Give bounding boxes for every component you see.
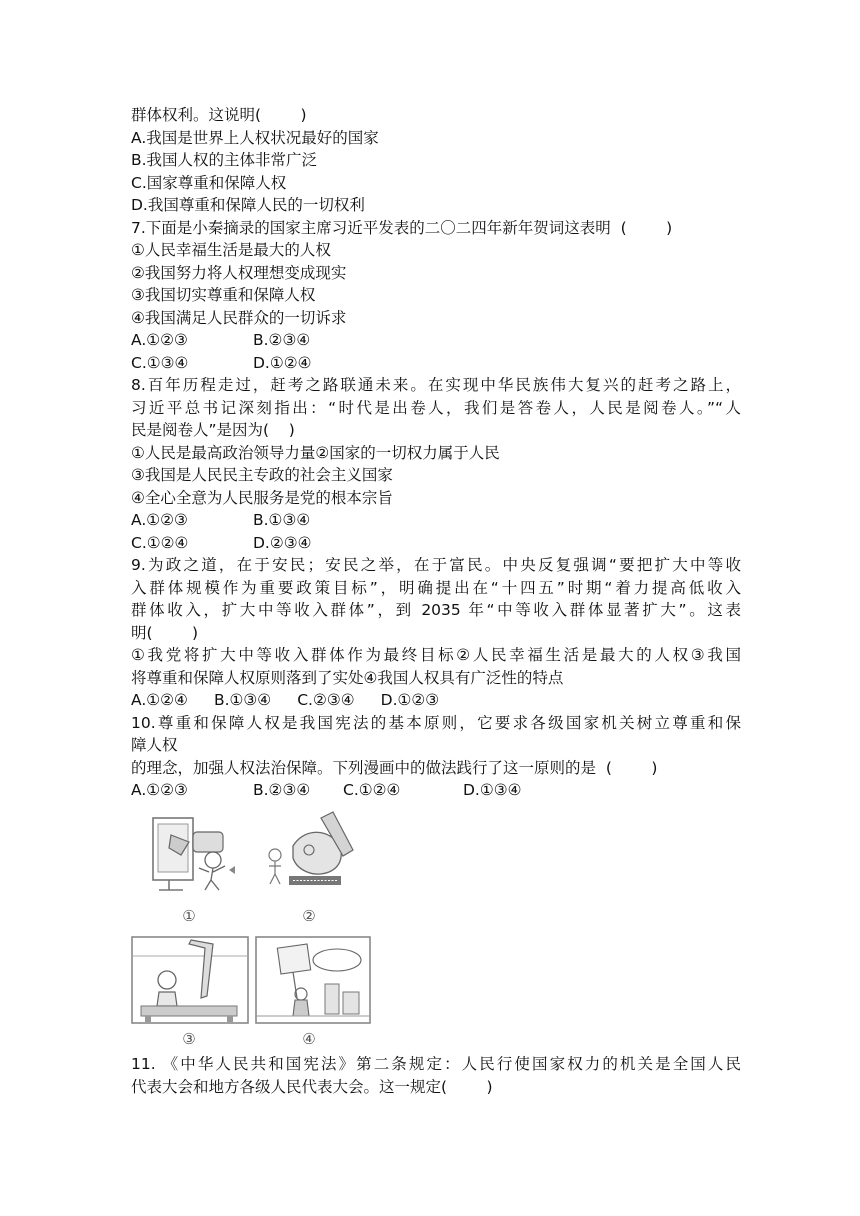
comics-area (131, 810, 391, 1050)
q7-item-2: ②我国努力将人权理想变成现实 (131, 263, 347, 282)
q9-stem-line-1: 9.为政之道，在于安民；安民之举，在于富民。中央反复强调“要把扩大中等收 (131, 556, 741, 574)
q8-option-c: C.①②④ (131, 533, 189, 552)
q10-option-a: A.①②③ (131, 781, 188, 799)
q11-stem-line-2: 代表大会和地方各级人民代表大会。这一规定( ) (131, 1077, 493, 1096)
q9-option-c: C.②③④ (297, 691, 355, 709)
comic-label-4: ④ (302, 1030, 316, 1048)
questions-block (131, 104, 741, 802)
q8-option-d: D.②③④ (253, 533, 312, 552)
q7-option-d: D.①②④ (253, 353, 312, 372)
comic-4-illustration (255, 936, 371, 1024)
q10-stem-line-1: 10.尊重和保障人权是我国宪法的基本原则，它要求各级国家机关树立尊重和保 (131, 713, 741, 732)
q9-option-b: B.①③④ (213, 691, 272, 709)
q10-options-row (131, 779, 741, 802)
comic-3-illustration (131, 936, 249, 1024)
q11-block (131, 1053, 741, 1098)
q7-options-row-2 (131, 352, 741, 375)
q6-option-a: A.我国是世界上人权状况最好的国家 (131, 128, 379, 147)
q7-item-3: ③我国切实尊重和保障人权 (131, 286, 316, 304)
comic-2-illustration (263, 810, 368, 895)
q8-stem-line-2: 习近平总书记深刻指出：“时代是出卷人，我们是答卷人，人民是阅卷人。”“人 (131, 398, 741, 417)
q8-item-line-3: ④全心全意为人民服务是党的根本宗旨 (131, 488, 393, 507)
comic-label-1: ① (182, 907, 196, 925)
q9-stem-line-4: 明( ) (131, 623, 199, 642)
q7-option-a: A.①②③ (131, 331, 188, 349)
q7-options-row-1 (131, 329, 741, 352)
q7-item-1: ①人民幸福生活是最大的人权 (131, 241, 331, 259)
q10-option-d: D.①③④ (463, 781, 522, 799)
comic-label-2: ② (302, 907, 316, 925)
q9-item-line-2: 将尊重和保障人权原则落到了实处④我国人权具有广泛性的特点 (131, 668, 564, 687)
q6-tail: 群体权利。这说明( ) (131, 106, 307, 124)
q8-options-row-2 (131, 532, 741, 555)
q7-stem: 7.下面是小秦摘录的国家主席习近平发表的二〇二四年新年贺词这表明 ( ) (131, 218, 673, 237)
q9-options-row (131, 689, 741, 712)
q10-option-b: B.②③④ (253, 781, 311, 799)
q9-stem-line-2: 入群体规模作为重要政策目标”，明确提出在“十四五”时期“着力提高低收入 (131, 578, 741, 597)
q6-option-c: C.国家尊重和保障人权 (131, 173, 287, 192)
comic-label-3: ③ (182, 1030, 196, 1048)
q6-option-d: D.我国尊重和保障人民的一切权利 (131, 196, 365, 214)
q9-stem-line-3: 群体收入，扩大中等收入群体”，到 2035 年“中等收入群体显著扩大”。这表 (131, 601, 741, 619)
q10-option-c: C.①②④ (343, 781, 401, 799)
q9-option-a: A.①②④ (131, 691, 188, 709)
q8-item-line-1: ①人民是最高政治领导力量②国家的一切权力属于人民 (131, 443, 500, 462)
q10-stem-line-2: 障人权 (131, 736, 178, 754)
q7-item-4: ④我国满足人民群众的一切诉求 (131, 308, 347, 327)
q8-options-row-1 (131, 509, 741, 532)
q7-option-b: B.②③④ (253, 331, 311, 349)
q8-stem-line-3: 民是阅卷人”是因为( ) (131, 421, 295, 439)
q8-stem-line-1: 8.百年历程走过，赶考之路联通未来。在实现中华民族伟大复兴的赶考之路上， (131, 376, 741, 394)
q10-stem-line-3: 的理念，加强人权法治保障。下列漫画中的做法践行了这一原则的是 ( ) (131, 758, 658, 777)
q8-option-a: A.①②③ (131, 511, 188, 529)
q6-option-b: B.我国人权的主体非常广泛 (131, 151, 318, 169)
q7-option-c: C.①③④ (131, 353, 189, 372)
comic-1-illustration (151, 810, 256, 895)
q8-item-line-2: ③我国是人民民主专政的社会主义国家 (131, 466, 393, 484)
q9-item-line-1: ①我党将扩大中等收入群体作为最终目标②人民幸福生活是最大的人权③我国 (131, 646, 741, 664)
q8-option-b: B.①③④ (253, 511, 311, 529)
q11-stem-line-1: 11. 《中华人民共和国宪法》第二条规定：人民行使国家权力的机关是全国人民 (131, 1055, 741, 1073)
q9-option-d: D.①②③ (380, 691, 440, 709)
